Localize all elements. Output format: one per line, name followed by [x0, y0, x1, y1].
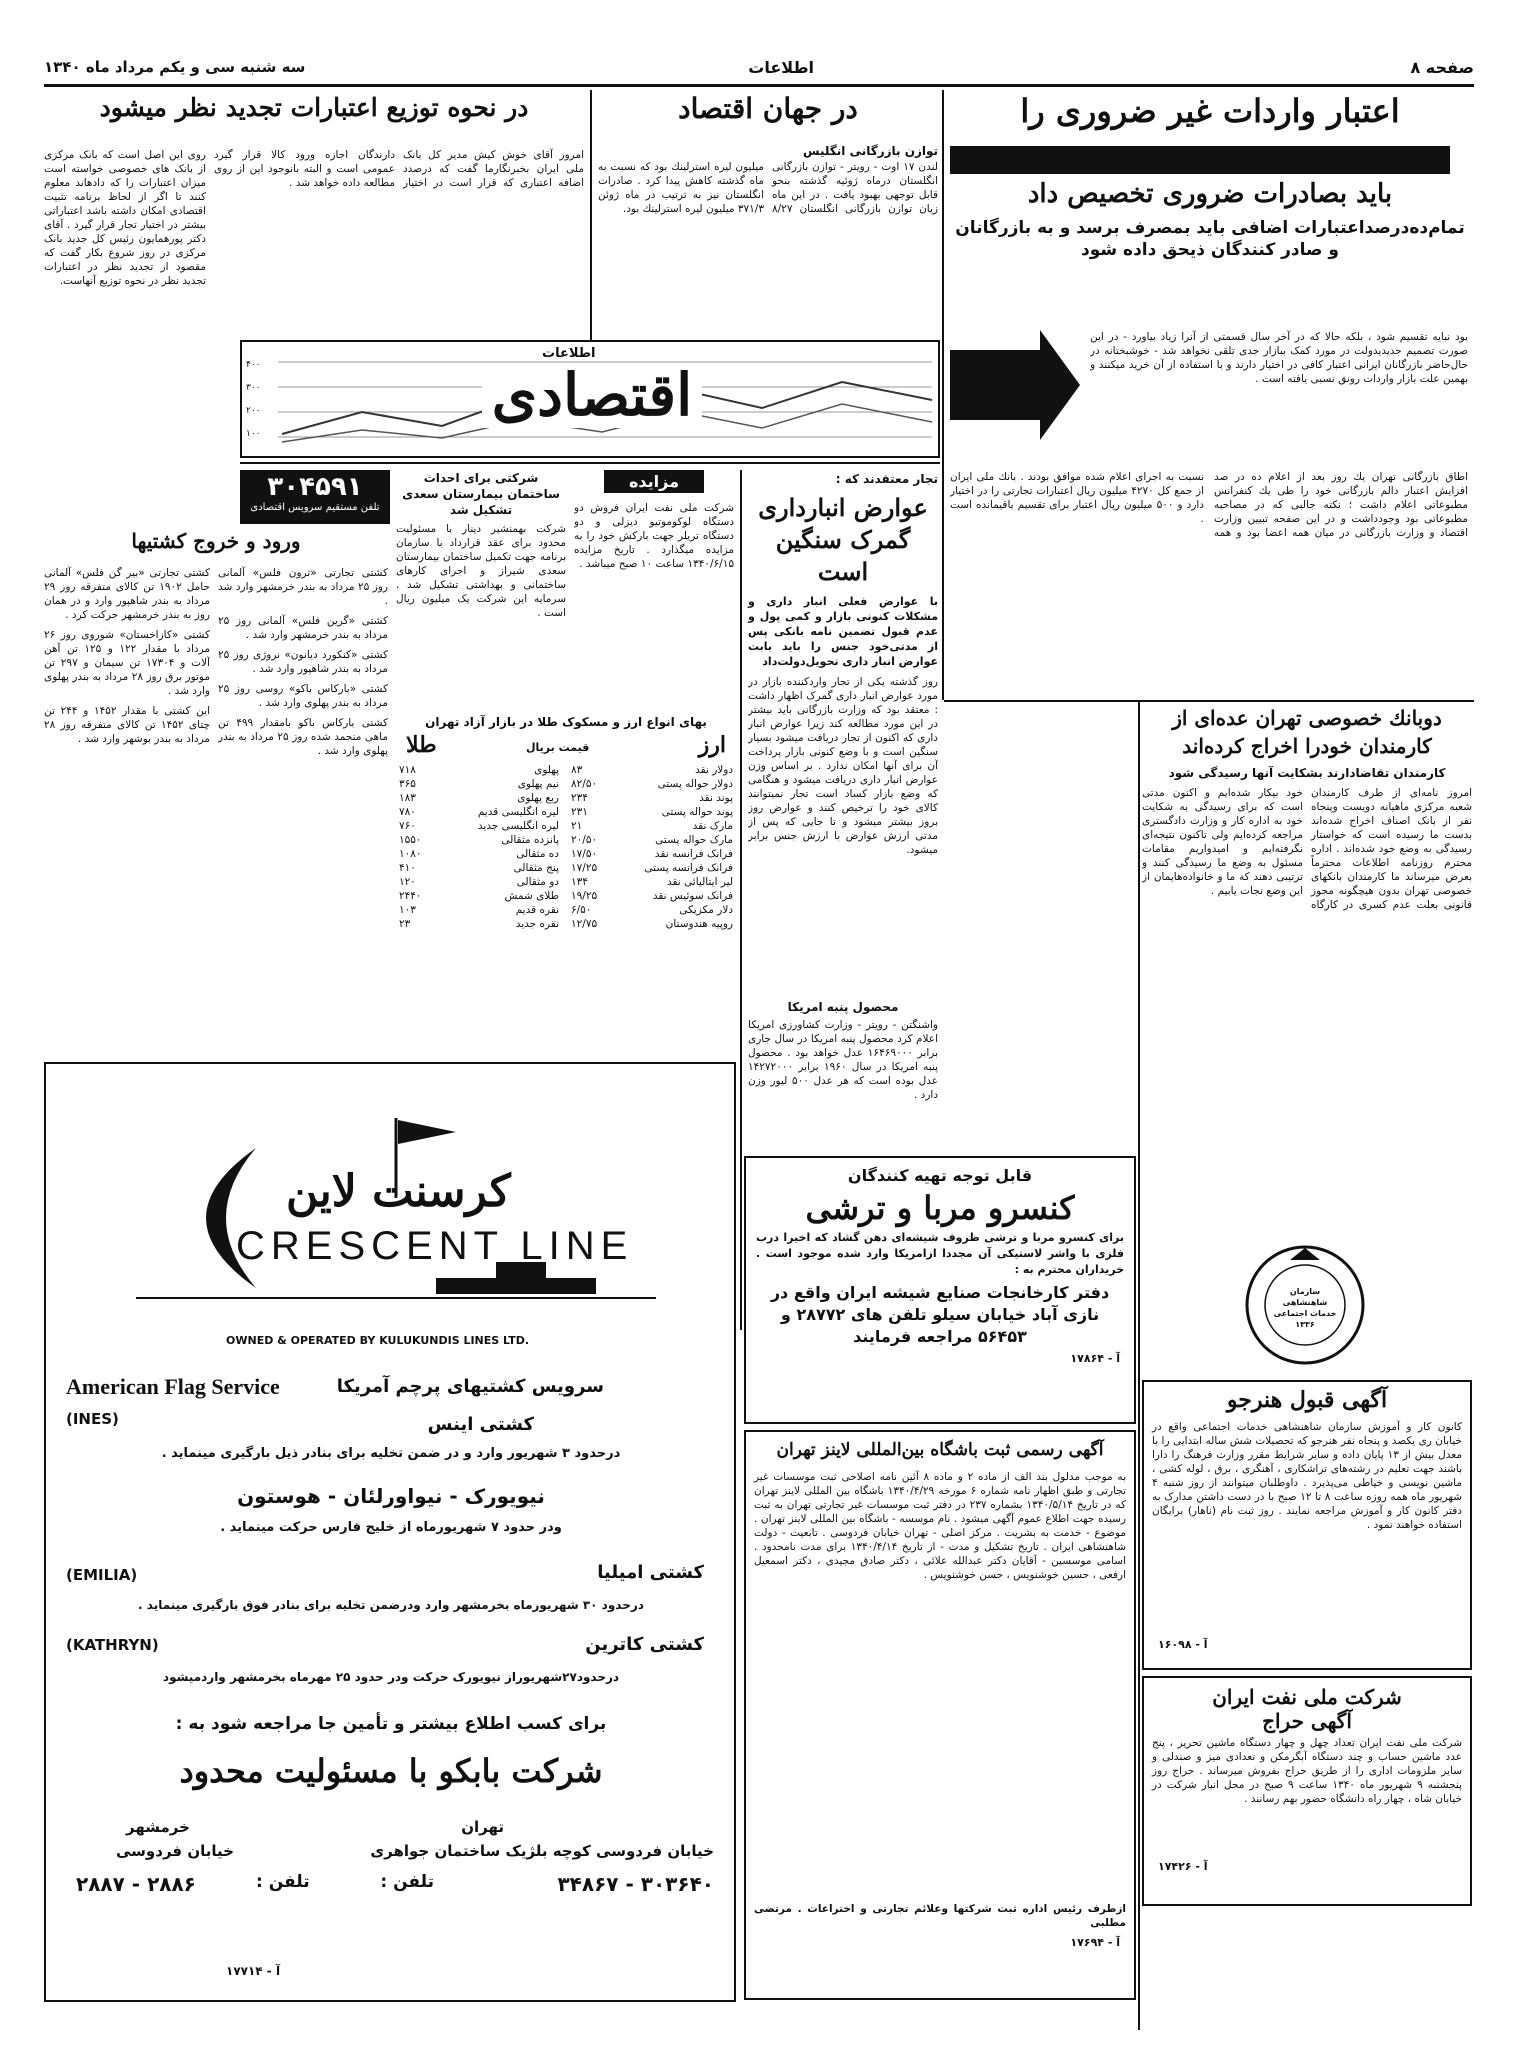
- rate-row: [396, 917, 562, 931]
- bank-body: امروز نامه‌ای از طرف کارمندان شعبه مرکزی ماهیانه دویست وپنجاه نفر از بانک اصناف اخراج شده‌اند بدست ما رسیده است که خواستار رسیدگی به وضع خود شده‌اند . اداره محترم روزنامه اطلاعات محترماً بعرض میرساند ما کارمندان بانکهای خصوصی تهران بدون هیچگونه مجوز قانونی بعلت عدم کسری در کارگاه خود بیکار شده‌ایم و اکنون مدتی است که برای رسیدگی به شکایت خود به اداره کار و وزارت دادگستری مراجعه کرده‌ایم ولی تاکنون نتیجه‌ای نگرفته‌ایم و امیدواریم مقامات مسئول به وضع ما رسیدگی کنند و ترتیبی دهند که ما و خانواده‌هایمان از این وضع نجات یابیم .: [1142, 787, 1472, 911]
- lions-body: به موجب مدلول بند الف از ماده ۲ و ماده ۸ آئین نامه اصلاحی ثبت موسسات غیر تجارتی و طبق اظهار نامه شماره ۶ مورخه ۱۳۴۰/۴/۲۹ باشگاه بین المللی لاینز تهران که در تاریخ ۱۳۴۰/۵/۱۴ بشماره ۲۳۷ در دفتر ثبت موسسات غیر تجارتی تهران به ثبت رسیده جهت اطلاع عموم آگهی میشود . نام موسسه - باشگاه بین المللی لاینز تهران . موضوع - خدمت به بشریت . مرکز اصلی - تهران خیابان فردوسی . تابعیت - دولت شاهنشاهی ایران . تاریخ تشکیل و مدت - از تاریخ ۱۳۴۰/۴/۱۴ برای مدت نامحدود . اسامی موسسین - آقایان دکتر عبدالله علائی ، دکتر صادق مجیدی ، دکتر اسمعیل ارفعی ، حسین خوشنویس ، حسن خوشنویس .: [754, 1471, 1127, 1581]
- canned-body: برای کنسرو مربا و ترشی ظروف شیشه‌ای دهن گشاد که اخیرا درب فلزی با واشر لاستیکی آن مجددا ازامریکا وارد شده موجود است . خریداران محترم به :: [756, 1231, 1124, 1277]
- canned-headline: کنسرو مربا و ترشی: [805, 1189, 1075, 1227]
- banner-axis-tick: ۳۰۰: [246, 383, 261, 393]
- rate-name: پوند نقد: [699, 792, 733, 804]
- rate-row: [396, 875, 562, 889]
- shipping-item: کشتی «بارکاس باکو» روسی روز ۲۵ مرداد به بندر پهلوی وارد شد .: [218, 683, 388, 709]
- shipping-item: کشتی «گرین فلس» آلمانی روز ۲۵ مرداد به بندر خرمشهر وارد شد .: [218, 615, 388, 641]
- oil-sale-body: شرکت ملی نفت ایران فروش دو دستگاه لوکوموتیو دیزلی و دو دستگاه تریلر جهت بارکش خود را به مزایده میگذارد . تاریخ مزایده ۱۳۴۰/۶/۱۵ ساعت ۱۰ صبح میباشد .: [574, 502, 734, 570]
- rate-value: ۲۰/۵۰: [571, 834, 598, 846]
- rate-name: نقره جدید: [515, 918, 559, 930]
- shipping-col-right: [218, 566, 388, 1046]
- hospital-headline: شرکتی برای احداث ساختمان بیمارستان سعدی تشکیل شد: [402, 471, 560, 517]
- rate-value: ۱۹/۲۵: [571, 890, 598, 902]
- rate-row: [568, 847, 736, 861]
- rate-row: [568, 889, 736, 903]
- rate-value: ۲۳۱: [571, 806, 588, 818]
- tehran-address: خیابان فردوسی کوچه بلژیک ساختمان جواهری: [370, 1842, 714, 1860]
- banner-axis-tick: ۱۰۰: [246, 429, 261, 439]
- rate-name: دولار نقد: [695, 764, 733, 776]
- rate-value: ۷۸۰: [399, 806, 416, 818]
- shipping-headline: ورود و خروج کشتیها: [131, 529, 301, 553]
- rate-value: ۱۷/۵۰: [571, 848, 598, 860]
- distribution-headline: در نحوه توزیع اعتبارات تجدید نظر میشود: [99, 93, 529, 122]
- lions-headline: آگهی رسمی ثبت باشگاه بین‌المللی لاینز تهران: [776, 1440, 1104, 1460]
- shipping-item: کشتی تجارتی «بیر گن فلس» آلمانی حامل ۱۹۰۲ تن کالای متفرقه روز ۲۹ مرداد به بندر شاهپور وارد و در همان روز به بندر خرمشهر حرکت کرد .: [44, 567, 210, 621]
- economy-world-headline: در جهان اقتصاد: [678, 92, 858, 125]
- rate-value: ۱۷/۲۵: [571, 862, 598, 874]
- phone-caption: تلفن مستقیم سرویس اقتصادی: [250, 502, 380, 513]
- rate-name: پنج مثقالی: [513, 862, 559, 874]
- phone-number: ۳۰۴۵۹۱: [267, 472, 363, 502]
- currency-table: [568, 763, 736, 931]
- art-school-body: کانون کار و آموزش سازمان شاهنشاهی خدمات اجتماعی واقع در خیابان ری یکصد و پنجاه نفر هنرجو که تحصیلات شش ساله ابتدایی را با معدل بیش از ۱۳ پایان داده و سایر شرایط مقرر وزارت فرهنگ را دارا باشند جهت تعلیم در رشته‌های تراشکاری ، آهنگری ، برق ، لوله کشی ، ماشین نویسی و خیاطی می‌پذیرد . داوطلبان میتوانند از روز شنبه ۴ شهریور ماه همه روزه ساعت ۸ تا ۱۲ صبح با در دست داشتن مدارک به دفتر کانون کار و آموزش مراجعه نمایند . روز ثبت نام (ناهار) برایگان استفاده خواهند نمود .: [1152, 1421, 1462, 1532]
- bank-subhead: کارمندان تقاضادارند بشکایت آنها رسیدگی شود: [1168, 766, 1446, 780]
- rate-row: [396, 833, 562, 847]
- ship1-text: درحدود ۳ شهریور وارد و در ضمن تخلیه برای بنادر ذیل بارگیری مینماید .: [161, 1446, 621, 1461]
- rate-row: [396, 847, 562, 861]
- rate-name: مارک حواله پستی: [655, 834, 733, 846]
- paper-name: اطلاعات: [748, 58, 814, 77]
- cotton-article: [748, 1000, 938, 1150]
- rate-row: [568, 791, 736, 805]
- rate-name: فرانک سوئیس نقد: [652, 890, 733, 902]
- crescent-company: شرکت بابکو با مسئولیت محدود: [179, 1752, 603, 1790]
- credit-body-main: اطاق بازرگانی تهران یك روز بعد از اعلام ده در صد افزایش اعتبار دالم بازرگانی خود را طی یك کنفرانس مطبوعاتی اعلام داشت ؛ نکته جالبی که در مصاحبه مطبوعاتی بود وجودداشت و در این صفحه تبیین وزارت اقتصاد و وزارت بازرگانی در میان همه اعضا بود و همه نسبت به اجرای اعلام شده موافق بودند . بانك ملی ایران از جمع کل ۴۲۷۰ میلیون ریال اعتبارات تجارتی را در اختیار دارد و ۵۰۰ میلیون ریال اعتبار برای تقسیم باقیمانده است .: [950, 471, 1468, 539]
- rate-row: [568, 777, 736, 791]
- masthead: [44, 56, 1474, 80]
- rate-value: ۱۵۵۰: [399, 834, 422, 846]
- shipping-article: [44, 530, 388, 1050]
- rate-row: [396, 903, 562, 917]
- rate-value: ۱۸۳: [399, 792, 416, 804]
- shipping-item: کشتی بارکاس باکو بامقدار ۴۹۹ تن ماهی منجمد شده روز ۲۵ مرداد به بندر پهلوی وارد شد .: [218, 717, 388, 757]
- crescent-route: نیویورک - نیواورلئان - هوستون: [237, 1484, 545, 1508]
- rate-row: [568, 875, 736, 889]
- ship2-text: درحدود ۳۰ شهریورماه بخرمشهر وارد ودرضمن تخلیه برای بنادر فوق بارگیری مینماید .: [138, 1598, 644, 1612]
- khorram-label: خرمشهر: [126, 1818, 190, 1836]
- rate-row: [568, 833, 736, 847]
- rate-row: [396, 819, 562, 833]
- rate-value: ۲۱: [571, 820, 583, 832]
- rate-row: [396, 889, 562, 903]
- credit-headline-bar: [950, 146, 1450, 174]
- shipping-col-left: [44, 566, 210, 1046]
- rate-name: مارک نقد: [692, 820, 733, 832]
- shipping-item: کشتی «کازاخستان» شوروی روز ۲۶ مرداد با مقدار ۱۲۲ و ۱۲۵ تن آهن آلات و ۱۷۳۰۴ تن سیمان و ۲۹۷ تن موتور برق روز ۲۸ مرداد به بندر پهلوی وارد شد .: [44, 629, 210, 697]
- rate-value: ۷۶۰: [399, 820, 416, 832]
- canned-address: دفتر کارخانجات صنایع شیشه ایران واقع در نازی آباد خیابان سیلو تلفن های ۲۸۷۷۲ و ۵۶۴۵۳ مراجعه فرمایند: [770, 1283, 1110, 1347]
- route-text: ودر حدود ۷ شهریورماه از خلیج فارس حرکت مینماید .: [220, 1520, 562, 1535]
- crescent-code: آ - ۱۷۷۱۴: [226, 1964, 281, 1978]
- economy-world-article: [598, 94, 938, 334]
- oil-company-headline: شرکت ملی نفت ایران: [1212, 1685, 1402, 1709]
- distribution-body-1: امروز آقای خوش کیش مدیر کل بانک ملی ایران بخبرنگارما گفت که درصدد اضافه اعتباری که قرار است در اختیار دارندگان اجازه ورود کالا قرار گیرد عمومی است و البته بانوجود این از روی مطالعه داده خواهد شد .: [214, 149, 584, 189]
- canned-code: آ - ۱۷۸۶۴: [1070, 1352, 1120, 1366]
- rate-name: طلای شمش: [504, 890, 559, 902]
- phone-box: [240, 470, 390, 524]
- rate-value: ۴۱۰: [399, 862, 416, 874]
- oil-sale-article: [574, 470, 734, 710]
- lions-footer: ازطرف رئیس اداره ثبت شرکتها وعلائم تجارتی و اختراعات . مرتضی مطلبی: [754, 1903, 1126, 1929]
- section-rule: [240, 462, 940, 464]
- rate-value: ۱۰۸۰: [399, 848, 422, 860]
- crescent-logo-en: CRESCENT LINE: [236, 1224, 634, 1268]
- exchange-title: بهای انواع ارز و مسکوک طلا در بازار آزاد تهران: [425, 715, 707, 729]
- bank-article: [1142, 704, 1472, 1224]
- banner-axis: [246, 354, 276, 446]
- rate-name: ده مثقالی: [516, 848, 559, 860]
- rate-name: نیم پهلوی: [517, 778, 559, 790]
- khorram-address: خیابان فردوسی: [116, 1842, 234, 1860]
- exchange-col-gold: طلا: [406, 732, 437, 758]
- ship1-en: (INES): [66, 1410, 119, 1428]
- rate-value: ۲۳۴: [571, 792, 588, 804]
- hospital-article: [396, 470, 566, 710]
- customs-body: روز گذشته یکی از تجار واردکننده بازار در مورد عوارض انبار داری گمرک اظهار داشت : معتقد بود که وزارت بازرگانی باید بیشتر در این مورد مطالعه کند زیرا عوارض انبار داری که اکنون از تجار دریافت میشود بسیار سنگین است و با وضع کنونی بازار پرداخت آن برای آنها امکان ندارد . بر اساس وزن عوارض انبار داری دریافت میشود و هنگامی که وضع بازار کساد است تجار نمیتوانند کالای خود را ترخیص کنند و عوارض روز بروز بیشتر میشود و تا جایی که پس از مدتی ارزش عوارض با ارزش جنس برابر میشود.: [748, 676, 938, 856]
- section-rule: [944, 700, 1474, 702]
- rate-name: فرانک فرانسه پستی: [644, 862, 733, 874]
- exchange-currency-list: [568, 763, 736, 931]
- rate-value: ۱۳۴: [571, 876, 588, 888]
- art-school-code: آ - ۱۶۰۹۸: [1158, 1638, 1208, 1652]
- divider: [740, 470, 742, 1330]
- divider: [590, 90, 592, 340]
- rate-name: دلار مکزیکی: [679, 904, 733, 916]
- rate-row: [396, 861, 562, 875]
- oil-sale-kicker: مزایده: [604, 470, 704, 493]
- rate-name: ربع پهلوی: [517, 792, 559, 804]
- crescent-service-en: American Flag Service: [66, 1374, 280, 1399]
- hospital-body: شرکت بهمنشیر دینار با مسئولیت محدود برای عقد قرارداد با سازمان برنامه جهت تکمیل ساختمان بیمارستان سعدی شیراز و اجرای کارهای ساختمانی و بهداشتی تشکیل شد . سرمایه این شرکت یک میلیون ریال است .: [396, 523, 566, 619]
- lions-code: آ - ۱۷۶۹۴: [1070, 1936, 1120, 1949]
- rate-value: ۲۴۴۰: [399, 890, 422, 902]
- rate-value: ۸۳: [571, 764, 583, 776]
- exchange-header: [396, 733, 736, 759]
- rate-value: ۶/۵۰: [571, 904, 592, 916]
- tehran-label: تهران: [461, 1818, 504, 1836]
- rate-name: پهلوی: [534, 764, 559, 776]
- banner-axis-tick: ۲۰۰: [246, 406, 261, 416]
- crescent-owner: OWNED & OPERATED BY KULUKUNDIS LINES LTD.: [226, 1334, 530, 1347]
- rate-value: ۸۲/۵۰: [571, 778, 598, 790]
- crescent-service-fa: سرویس کشتیهای پرچم آمریکا: [336, 1376, 604, 1397]
- customs-main: [748, 472, 938, 992]
- rate-row: [568, 903, 736, 917]
- cotton-body: واشنگتن - رویتر - وزارت کشاورزی امریکا اعلام کرد محصول پنبه امریکا در سال جاری برابر ۱۶۴۶۹۰۰۰ عدل خواهد بود . محصول پنبه امریکا در سال ۱۹۶۰ برابر ۱۴۲۷۲۰۰۰ عدل بوده است که هر عدل ۵۰۰ لیور وزن دارد .: [748, 1019, 938, 1101]
- rate-name: دولار حواله پستی: [657, 778, 733, 790]
- customs-subhead: با عوارض فعلی انبار داری و مشکلات کنونی بازار و کمی پول و عدم قبول تضمین نامه بانکی پس از مدتی‌خود جنس را باید بابت عوارض انبار داری تحویل‌دولت‌داد: [748, 595, 938, 668]
- divider: [1138, 700, 1140, 2030]
- rate-row: [396, 763, 562, 777]
- rate-name: روپیه هندوستان: [665, 918, 733, 930]
- economy-banner: [240, 340, 940, 458]
- ship1-fa: کشتی اینس: [427, 1414, 534, 1435]
- rate-name: لیره انگلیسی جدید: [477, 820, 559, 832]
- shipping-item: کشتی تجارتی «ترون فلس» آلمانی روز ۲۵ مرداد به بندر خرمشهر وارد شد .: [218, 567, 388, 607]
- page-number: صفحه ۸: [1410, 58, 1474, 77]
- rate-value: ۷۱۸: [399, 764, 416, 776]
- crescent-logo: [136, 1108, 656, 1328]
- art-school-ad: [1142, 1380, 1472, 1670]
- rate-value: ۳۶۵: [399, 778, 416, 790]
- exchange-col-currency: ارز: [698, 732, 726, 758]
- rate-name: لیر ایتالیائی نقد: [666, 876, 733, 888]
- economy-world-subhead: توازن بازرگانی انگلیس: [803, 144, 938, 158]
- emblem-text: سازمان شاهنشاهی خدمات اجتماعی ۱۳۳۶: [1273, 1287, 1337, 1329]
- oil-company-subhead: آگهی حراج: [1262, 1709, 1352, 1733]
- rate-name: لیره انگلیسی قدیم: [477, 806, 559, 818]
- khorram-phone-label: تلفن :: [256, 1872, 310, 1892]
- banner-axis-tick: ۴۰۰: [246, 360, 261, 370]
- rate-row: [396, 777, 562, 791]
- rate-name: دو مثقالی: [516, 876, 559, 888]
- rate-value: ۱۲۰: [399, 876, 416, 888]
- rate-row: [568, 917, 736, 931]
- cotton-headline: محصول پنبه امریکا: [787, 1000, 899, 1014]
- credit-headline-1: اعتبار واردات غیر ضروری را: [1020, 92, 1400, 130]
- distribution-body-2: روی این اصل است که بانک مرکزی از بانک های خصوصی خواسته است میزان اعتبارات را که دادهاند معلوم کنند تا اگر از لحاظ برنامه تثبیت اقتصادی امکان داشته باشد اعتباراتی بیشتر در اختیار تجار قرار گیرد . آقای دکتر پورهمایون رئیس کل جدید بانک مرکزی در روز شروع بکار گفت که مقصود از تجدید نظر در اعتبارات تجدید نظر در نحوه توزیع آنهاست.: [44, 149, 206, 287]
- rate-row: [568, 819, 736, 833]
- crescent-info: برای کسب اطلاع بیشتر و تأمین جا مراجعه شود به :: [175, 1714, 607, 1734]
- rate-row: [396, 805, 562, 819]
- art-school-headline: آگهی قبول هنرجو: [1226, 1387, 1388, 1413]
- bank-headline: دوبانك خصوصی تهران عده‌ای از کارمندان خودرا اخراج کرده‌اند: [1172, 706, 1442, 758]
- rate-name: نقره قدیم: [515, 904, 559, 916]
- oil-company-code: آ - ۱۷۴۲۶: [1158, 1860, 1208, 1873]
- ship3-en: (KATHRYN): [66, 1636, 159, 1654]
- rate-value: ۱۰۳: [399, 904, 416, 916]
- lions-ad: [744, 1430, 1136, 2000]
- banner-label: اقتصادی: [482, 364, 702, 428]
- shipping-item: کشتی «کنکورد دیانون» نروژی روز ۲۵ مرداد به بندر شاهپور وارد شد .: [218, 649, 388, 675]
- ship3-fa: کشتی کاترین: [585, 1634, 704, 1655]
- credit-subhead: تمام‌ده‌درصداعتبارات اضافی باید بمصرف برسد و به بازرگانان و صادر کنندگان ذیحق داده شود: [955, 217, 1465, 260]
- crescent-ship-graphic: [136, 1108, 656, 1328]
- rate-name: فرانک فرانسه نقد: [654, 848, 733, 860]
- oil-company-ad: [1142, 1676, 1472, 1906]
- emblem: [1240, 1240, 1370, 1370]
- oil-company-body: شرکت ملی نفت ایران تعداد چهل و چهار دستگاه ماشین تحریر ، پنج عدد ماشین حساب و چند دستگاه آبگرمکن و تعدادی میز و صندلی و سایر ملزومات اداری را از طریق حراج بفروش میرساند . حراج روز پنجشنبه ۹ شهریور ماه ۱۳۴۰ ساعت ۹ صبح در محل انبار شرکت در خیابان شاه ، چهار راه دانشگاه حضور بهم رسانند .: [1152, 1737, 1462, 1805]
- exchange-table: [396, 715, 736, 1055]
- arrow-graphic: [950, 330, 1080, 440]
- credit-body-top: بود نبایه تقسیم شود ، بلکه حالا که در آخر سال قسمتی از آنرا زیاد بیاورد - در این صورت تصمیم جدیدیدولت در مورد کمک ببازار جدی تلقی نخواهد شد - خوشبختانه در حال‌حاضر بازرگانان ایرانی اعتبار کافی در اختیار دارند و با استفاده از آن خرید میکنند و بهمین علت بازار واردات رونق نسبی یافته است .: [1090, 331, 1468, 385]
- tehran-phone-label: تلفن :: [380, 1872, 434, 1892]
- rate-name: پانزده مثقالی: [501, 834, 559, 846]
- issue-date: سه شنبه سی و یکم مرداد ماه ۱۳۴۰: [44, 58, 306, 76]
- rate-row: [568, 861, 736, 875]
- ship3-text: درحدود۲۷شهریوراز نیویورک حرکت ودر حدود ۲۵ مهرماه بخرمشهر واردمیشود: [162, 1670, 620, 1684]
- khorram-phone: ۲۸۸۶ - ۲۸۸۷: [76, 1872, 196, 1896]
- crescent-line-ad: [44, 1062, 736, 2002]
- masthead-rule: [44, 84, 1474, 87]
- rate-row: [396, 791, 562, 805]
- economy-world-body: لندن ۱۷ اوت - رویتر - توازن بازرگانی انگلستان درماه ژوئیه گذشته بنحو قابل توجهی بهبود یافت . در این ماه زیان توازن بازرگانی انگلستان ۸/۲۷ میلیون لیره استرلینك بود که نسبت به ماه گذشته کاهش پیدا کرد . صادرات انگلستان نیز به ترتیب در ماه ژوئن ۳۷۱/۳ میلیون لیره استرلینك بود.: [598, 161, 938, 215]
- canned-ad: [744, 1156, 1136, 1424]
- customs-headline: عوارض انبارداری گمرک سنگین است: [758, 493, 928, 586]
- banner-brand: اطلاعات: [542, 346, 596, 361]
- exchange-gold-list: [396, 763, 562, 931]
- credit-headline-2: باید بصادرات ضروری تخصیص داد: [1027, 179, 1393, 209]
- rate-value: ۲۳: [399, 918, 411, 930]
- customs-kicker: تجار معتقدند که :: [835, 472, 938, 486]
- tehran-phone: ۳۰۳۶۴۰ - ۳۴۸۶۷: [557, 1872, 714, 1896]
- crescent-logo-fa: کرسنت لاین: [286, 1166, 511, 1217]
- ship2-fa: کشتی امیلیا: [597, 1562, 704, 1583]
- canned-kicker: قابل توجه تهیه کنندگان: [847, 1166, 1033, 1185]
- ship2-en: (EMILIA): [66, 1566, 138, 1584]
- exchange-col-price: قیمت بریال: [526, 741, 590, 754]
- rate-value: ۱۲/۷۵: [571, 918, 598, 930]
- rate-row: [568, 805, 736, 819]
- gold-table: [396, 763, 562, 931]
- distribution-article: [44, 94, 584, 324]
- rate-row: [568, 763, 736, 777]
- shipping-item: این کشتی با مقدار ۱۴۵۲ و ۲۴۴ تن چتای ۱۴۵۲ تن کالای متفرقه روز ۲۸ مرداد به بندر بوشهر وارد شد .: [44, 705, 210, 745]
- rate-name: پوند حواله پستی: [661, 806, 733, 818]
